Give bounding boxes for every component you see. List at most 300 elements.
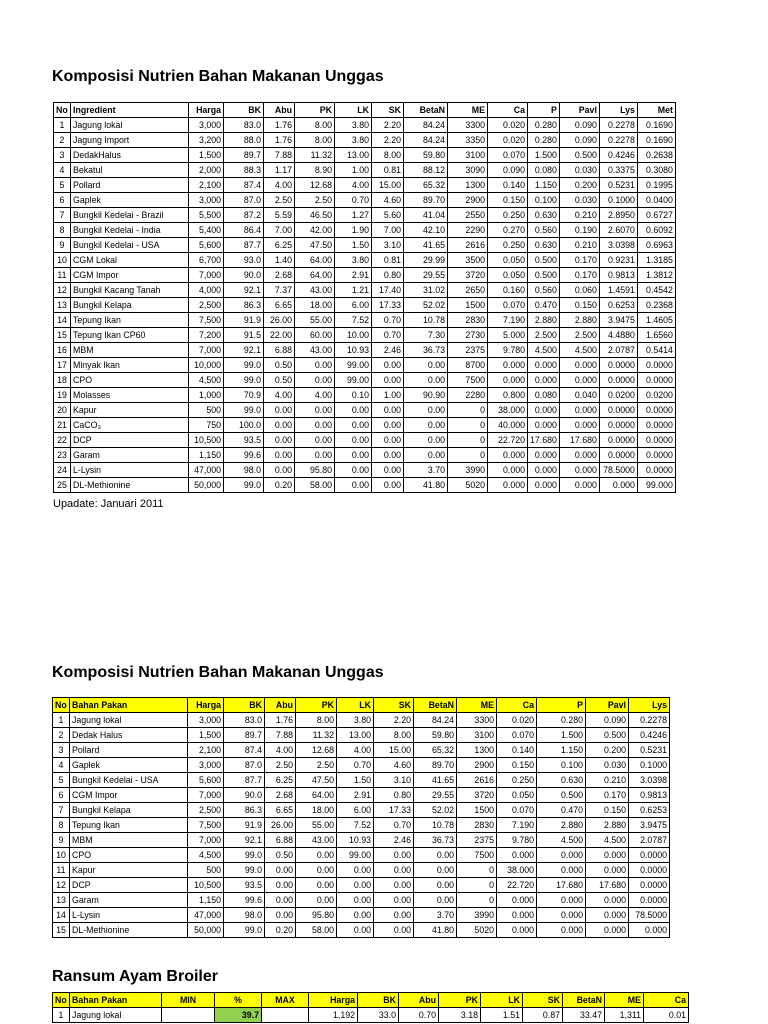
table-cell: 7.37 — [264, 283, 295, 298]
table-cell: 0.500 — [537, 788, 586, 803]
table-header-row — [53, 993, 689, 1008]
table-cell: 0.140 — [488, 178, 528, 193]
table-cell: 0.0000 — [599, 358, 637, 373]
table-cell: 0.070 — [488, 148, 528, 163]
table-cell: 2.91 — [335, 268, 372, 283]
column-header: BK — [358, 993, 399, 1008]
table-cell: 0.0000 — [637, 463, 675, 478]
table-cell: 46.50 — [295, 208, 335, 223]
table-cell: 91.5 — [224, 328, 264, 343]
table-cell: 0.000 — [528, 418, 560, 433]
table-cell: 5020 — [448, 478, 488, 493]
table-cell: 0.090 — [559, 133, 599, 148]
table-cell: 1,500 — [188, 728, 224, 743]
table-cell: 0.470 — [528, 298, 560, 313]
column-header: BK — [224, 698, 265, 713]
table-cell: 83.0 — [224, 118, 264, 133]
column-header: Abu — [399, 993, 439, 1008]
table-cell: 0.2278 — [629, 713, 670, 728]
table-cell: 2.500 — [528, 328, 560, 343]
column-header: P — [537, 698, 586, 713]
table-cell: 0.00 — [265, 908, 296, 923]
table-cell: 0.250 — [497, 773, 537, 788]
table-cell: 88.3 — [224, 163, 264, 178]
table-cell: 1.150 — [537, 743, 586, 758]
table-cell: 3.80 — [337, 713, 374, 728]
table-cell: 87.4 — [224, 178, 264, 193]
table-row — [53, 878, 670, 893]
table-cell: 0.0000 — [599, 418, 637, 433]
table-cell: 2730 — [448, 328, 488, 343]
table-cell: 9.780 — [497, 833, 537, 848]
table-cell: Tepung Ikan — [71, 313, 189, 328]
table-cell: 86.4 — [224, 223, 264, 238]
table-cell: 2,100 — [189, 178, 224, 193]
table-cell: 36.73 — [404, 343, 448, 358]
column-header: Bahan Pakan — [70, 993, 162, 1008]
table-cell: 7,500 — [189, 313, 224, 328]
table-cell: 0 — [457, 863, 497, 878]
table-cell: 88.0 — [224, 133, 264, 148]
table-row — [54, 268, 676, 283]
table-cell: 1.40 — [264, 253, 295, 268]
table-cell: 83.0 — [224, 713, 265, 728]
section3-title: Ransum Ayam Broiler — [52, 968, 218, 985]
table-row — [54, 403, 676, 418]
table-cell: 0.100 — [528, 193, 560, 208]
column-header: BetaN — [563, 993, 605, 1008]
column-header: ME — [605, 993, 644, 1008]
table-cell: 0.00 — [264, 403, 295, 418]
table-cell: 6.65 — [264, 298, 295, 313]
table-cell: 1.00 — [335, 163, 372, 178]
table-cell: 1.3812 — [637, 268, 675, 283]
table-cell: 59.80 — [404, 148, 448, 163]
table-cell: 0.200 — [586, 743, 629, 758]
table-cell: 0.630 — [528, 238, 560, 253]
table-cell: 4.00 — [264, 388, 295, 403]
table-cell: 0.00 — [295, 373, 335, 388]
table-cell: 0.0000 — [629, 893, 670, 908]
table-cell: 0.00 — [265, 893, 296, 908]
table-cell: Dedak Halus — [70, 728, 188, 743]
table-cell: 2.880 — [528, 313, 560, 328]
table-cell: 11.32 — [296, 728, 337, 743]
table-cell: 7500 — [457, 848, 497, 863]
table-cell: 500 — [189, 403, 224, 418]
table-cell: 5,400 — [189, 223, 224, 238]
table-cell: 0.210 — [586, 773, 629, 788]
table-cell: 0.000 — [559, 418, 599, 433]
table-cell: 0.000 — [559, 403, 599, 418]
column-header: ME — [457, 698, 497, 713]
table-cell: 0.00 — [404, 373, 448, 388]
table-cell: 22.00 — [264, 328, 295, 343]
table-cell: 0.00 — [295, 448, 335, 463]
table-cell: 1.76 — [264, 133, 295, 148]
table-cell: 4.500 — [537, 833, 586, 848]
table-cell: 0.00 — [295, 403, 335, 418]
table-cell: 55.00 — [296, 818, 337, 833]
table-row — [54, 478, 676, 493]
table-cell: 0.00 — [264, 448, 295, 463]
table-cell: Tepung Ikan — [70, 818, 188, 833]
table-cell: 0.00 — [372, 463, 404, 478]
table-cell: 99.0 — [224, 373, 264, 388]
table-cell: 1.4591 — [599, 283, 637, 298]
table-cell: 50,000 — [188, 923, 224, 938]
table-cell — [162, 1008, 215, 1023]
table-cell: 5 — [54, 178, 71, 193]
table-cell: 0.00 — [335, 448, 372, 463]
table-cell: 6.00 — [337, 803, 374, 818]
table-cell: 4.00 — [295, 388, 335, 403]
table-cell: 0 — [448, 418, 488, 433]
table-cell: 4.00 — [335, 178, 372, 193]
table-cell: 500 — [188, 863, 224, 878]
column-header: No — [53, 698, 70, 713]
table-cell: Bekatul — [71, 163, 189, 178]
table-cell: 0.00 — [374, 893, 414, 908]
table-cell: 3990 — [457, 908, 497, 923]
table-cell: 22 — [54, 433, 71, 448]
table-cell: 18 — [54, 373, 71, 388]
table-row — [54, 163, 676, 178]
table-cell: CaCO₃ — [71, 418, 189, 433]
table-cell: Gaplek — [70, 758, 188, 773]
table-cell: 0.5231 — [599, 178, 637, 193]
table-cell: 7.88 — [265, 728, 296, 743]
table-cell: 42.00 — [295, 223, 335, 238]
table-cell: 100.0 — [224, 418, 264, 433]
table-cell: 6.25 — [264, 238, 295, 253]
table-cell: 1,192 — [309, 1008, 358, 1023]
table-cell: 0 — [457, 878, 497, 893]
table-cell: 0.0000 — [637, 358, 675, 373]
table-cell: 2.6070 — [599, 223, 637, 238]
table-row — [53, 863, 670, 878]
table-cell: Bungkil Kedelai - USA — [70, 773, 188, 788]
table-cell: 2.46 — [374, 833, 414, 848]
table-cell: 13.00 — [335, 148, 372, 163]
table-cell: 3300 — [457, 713, 497, 728]
table-cell: 1500 — [448, 298, 488, 313]
table-cell: 11.32 — [295, 148, 335, 163]
table-cell: 15.00 — [372, 178, 404, 193]
table-cell: Garam — [70, 893, 188, 908]
table-cell: 8.00 — [295, 118, 335, 133]
table-cell: 0.000 — [528, 448, 560, 463]
table-cell: 0.00 — [264, 463, 295, 478]
table-cell: 41.65 — [414, 773, 457, 788]
table-row — [54, 343, 676, 358]
table-cell: 1.76 — [265, 713, 296, 728]
table-cell: 0.150 — [559, 298, 599, 313]
table-cell: 38.000 — [497, 863, 537, 878]
table-cell: 2650 — [448, 283, 488, 298]
table-cell: 2.50 — [296, 758, 337, 773]
table-cell: Gaplek — [71, 193, 189, 208]
table-cell: 1.51 — [481, 1008, 523, 1023]
table-cell: 0.1690 — [637, 118, 675, 133]
table-cell: 0.070 — [497, 728, 537, 743]
table-cell: 95.80 — [296, 908, 337, 923]
table-cell: 1500 — [457, 803, 497, 818]
table-cell: 93.5 — [224, 433, 264, 448]
table-cell: 31.02 — [404, 283, 448, 298]
table-cell: 0.000 — [488, 478, 528, 493]
table-cell: 2.50 — [264, 193, 295, 208]
table-cell: 2550 — [448, 208, 488, 223]
table-cell: 0.00 — [374, 848, 414, 863]
table-cell: 1,150 — [188, 893, 224, 908]
table-cell: 1.90 — [335, 223, 372, 238]
table-row — [53, 758, 670, 773]
table-cell: 0.0000 — [599, 373, 637, 388]
column-header: Abu — [265, 698, 296, 713]
table-cell: 0.040 — [559, 388, 599, 403]
table-cell: 5 — [53, 773, 70, 788]
table-cell: 0.00 — [335, 433, 372, 448]
table-cell: 8700 — [448, 358, 488, 373]
table-cell: 78.5000 — [629, 908, 670, 923]
table-cell: 8.00 — [374, 728, 414, 743]
table-row — [53, 773, 670, 788]
table-cell: 1 — [53, 1008, 70, 1023]
table-cell: 0.00 — [414, 848, 457, 863]
table-row — [53, 713, 670, 728]
table-cell: 12.68 — [296, 743, 337, 758]
table-cell: 0.000 — [528, 478, 560, 493]
table-cell: 7.88 — [264, 148, 295, 163]
table-cell: 99.0 — [224, 848, 265, 863]
table-cell: 0.00 — [335, 463, 372, 478]
table-cell: 0.050 — [488, 253, 528, 268]
table-cell: 2.0787 — [599, 343, 637, 358]
table-cell: 0.000 — [586, 908, 629, 923]
table-row — [53, 833, 670, 848]
table-cell: 0.090 — [559, 118, 599, 133]
table-cell: 0.6727 — [637, 208, 675, 223]
table-cell: 0.9813 — [629, 788, 670, 803]
table-cell: 2.880 — [586, 818, 629, 833]
table-cell: 0.00 — [337, 923, 374, 938]
table-cell: 78.5000 — [599, 463, 637, 478]
table-cell: 5020 — [457, 923, 497, 938]
table-cell: 29.99 — [404, 253, 448, 268]
table-cell: 7,500 — [188, 818, 224, 833]
table-cell: 1.27 — [335, 208, 372, 223]
table-cell: 1.500 — [537, 728, 586, 743]
table-cell: 0.000 — [497, 848, 537, 863]
table-cell: 3.9475 — [629, 818, 670, 833]
table-cell: 0.00 — [295, 433, 335, 448]
table-cell: 2 — [54, 133, 71, 148]
table-cell: Bungkil Kacang Tanah — [71, 283, 189, 298]
table-cell: 3.80 — [335, 133, 372, 148]
table-cell: 15 — [54, 328, 71, 343]
table-row — [54, 223, 676, 238]
table-cell: MBM — [70, 833, 188, 848]
update-note: Upadate: Januari 2011 — [53, 498, 164, 510]
table-cell: Jagung lokal — [71, 118, 189, 133]
table-cell: 2.20 — [372, 133, 404, 148]
table-cell: 3.18 — [439, 1008, 481, 1023]
table-cell: 0.000 — [528, 358, 560, 373]
table-cell: 0.9231 — [599, 253, 637, 268]
table-cell: 0.0000 — [637, 418, 675, 433]
table-cell: 7.52 — [337, 818, 374, 833]
table-cell: 2375 — [457, 833, 497, 848]
table-row — [54, 463, 676, 478]
table-cell: 0.280 — [537, 713, 586, 728]
table-row — [53, 848, 670, 863]
table-cell: 7.30 — [404, 328, 448, 343]
table-cell: 15.00 — [374, 743, 414, 758]
table-cell: 41.65 — [404, 238, 448, 253]
table-cell: 3090 — [448, 163, 488, 178]
table-cell: 17.33 — [372, 298, 404, 313]
table-cell: 0.0000 — [637, 433, 675, 448]
table-cell: 0.630 — [537, 773, 586, 788]
table-cell: 1.00 — [372, 388, 404, 403]
table-cell: 0.87 — [523, 1008, 563, 1023]
table-cell: 2616 — [457, 773, 497, 788]
table-cell: 0.150 — [586, 803, 629, 818]
table-cell: Molasses — [71, 388, 189, 403]
column-header: No — [53, 993, 70, 1008]
table-row — [53, 728, 670, 743]
table-cell: 0.00 — [414, 878, 457, 893]
table-cell: 99.000 — [637, 478, 675, 493]
table-cell — [262, 1008, 309, 1023]
table-cell: 0.270 — [488, 223, 528, 238]
table-cell: 3.80 — [335, 118, 372, 133]
table-cell: 11 — [54, 268, 71, 283]
table-cell: 2,000 — [189, 163, 224, 178]
table-cell: 50,000 — [189, 478, 224, 493]
table-cell: 5,600 — [189, 238, 224, 253]
table-cell: 24 — [54, 463, 71, 478]
column-header: Met — [637, 103, 675, 118]
table-cell: 7500 — [448, 373, 488, 388]
table-cell: 43.00 — [295, 343, 335, 358]
table-row — [53, 788, 670, 803]
table-cell: 8.00 — [372, 148, 404, 163]
column-header: Pavl — [559, 103, 599, 118]
column-header: Ca — [497, 698, 537, 713]
table-cell: 750 — [189, 418, 224, 433]
table-cell: 8 — [54, 223, 71, 238]
table-cell: 9.780 — [488, 343, 528, 358]
table-row — [54, 388, 676, 403]
table-cell: 0.00 — [296, 893, 337, 908]
table-cell: 0.01 — [644, 1008, 689, 1023]
table-cell: 86.3 — [224, 298, 264, 313]
table-cell: 2.46 — [372, 343, 404, 358]
table-cell: 3990 — [448, 463, 488, 478]
table-cell: DL-Methionine — [70, 923, 188, 938]
column-header: Harga — [309, 993, 358, 1008]
table-cell: 5,500 — [189, 208, 224, 223]
table-cell: 0.00 — [404, 433, 448, 448]
table-cell: 3.10 — [372, 238, 404, 253]
column-header: Ca — [488, 103, 528, 118]
table-cell: 0.070 — [497, 803, 537, 818]
table-cell: 0.0000 — [629, 848, 670, 863]
table-cell: 86.3 — [224, 803, 265, 818]
table-cell: 0.0000 — [637, 403, 675, 418]
table-cell: 5,600 — [188, 773, 224, 788]
table-cell: 4.500 — [586, 833, 629, 848]
table-cell: 0.020 — [488, 133, 528, 148]
table-cell: 0.10 — [335, 388, 372, 403]
column-header: PK — [295, 103, 335, 118]
table-cell: 2.20 — [372, 118, 404, 133]
table-cell: 12.68 — [295, 178, 335, 193]
table-cell: 0.000 — [528, 403, 560, 418]
table-cell: 0.00 — [374, 908, 414, 923]
column-header: MAX — [262, 993, 309, 1008]
table-cell: 4.60 — [372, 193, 404, 208]
table-cell: 0.000 — [586, 923, 629, 938]
table-cell: 2.500 — [559, 328, 599, 343]
table-cell: 91.9 — [224, 818, 265, 833]
table-cell: Jagung Import — [71, 133, 189, 148]
table-cell: 13.00 — [337, 728, 374, 743]
table-cell: 0.000 — [559, 358, 599, 373]
table-cell: 4,500 — [188, 848, 224, 863]
column-header: Harga — [188, 698, 224, 713]
table-cell: 0.160 — [488, 283, 528, 298]
table-cell: 0.2368 — [637, 298, 675, 313]
table-cell: 2616 — [448, 238, 488, 253]
table-row — [53, 803, 670, 818]
table-cell: 0.190 — [559, 223, 599, 238]
table-cell: 0.080 — [528, 163, 560, 178]
table-cell: 2830 — [457, 818, 497, 833]
table-cell: 0.090 — [586, 713, 629, 728]
table-cell: 1,311 — [605, 1008, 644, 1023]
table-cell: 4,500 — [189, 373, 224, 388]
table-cell: 0.000 — [586, 893, 629, 908]
table-cell: 4.4880 — [599, 328, 637, 343]
table-cell: 8.00 — [296, 713, 337, 728]
table-cell: 0.70 — [372, 328, 404, 343]
table-cell: 0.00 — [335, 478, 372, 493]
table-cell: 2 — [53, 728, 70, 743]
table-cell: 3.10 — [374, 773, 414, 788]
table-cell: 2.50 — [295, 193, 335, 208]
column-header: Harga — [189, 103, 224, 118]
table-cell: 0.00 — [414, 893, 457, 908]
table-cell: 3350 — [448, 133, 488, 148]
table-cell: 0.000 — [537, 908, 586, 923]
table-cell: 0.000 — [537, 923, 586, 938]
table-cell: 0.000 — [629, 923, 670, 938]
table-cell: 2.20 — [374, 713, 414, 728]
table-cell: 1 — [53, 713, 70, 728]
table-cell: 23 — [54, 448, 71, 463]
table-cell: 0.00 — [264, 433, 295, 448]
table-cell: MBM — [71, 343, 189, 358]
table-cell: 87.2 — [224, 208, 264, 223]
table-cell: 17.680 — [586, 878, 629, 893]
table-cell: 0.000 — [497, 908, 537, 923]
table-cell: 13 — [53, 893, 70, 908]
table-cell: 0.5231 — [629, 743, 670, 758]
table-cell: 1.21 — [335, 283, 372, 298]
